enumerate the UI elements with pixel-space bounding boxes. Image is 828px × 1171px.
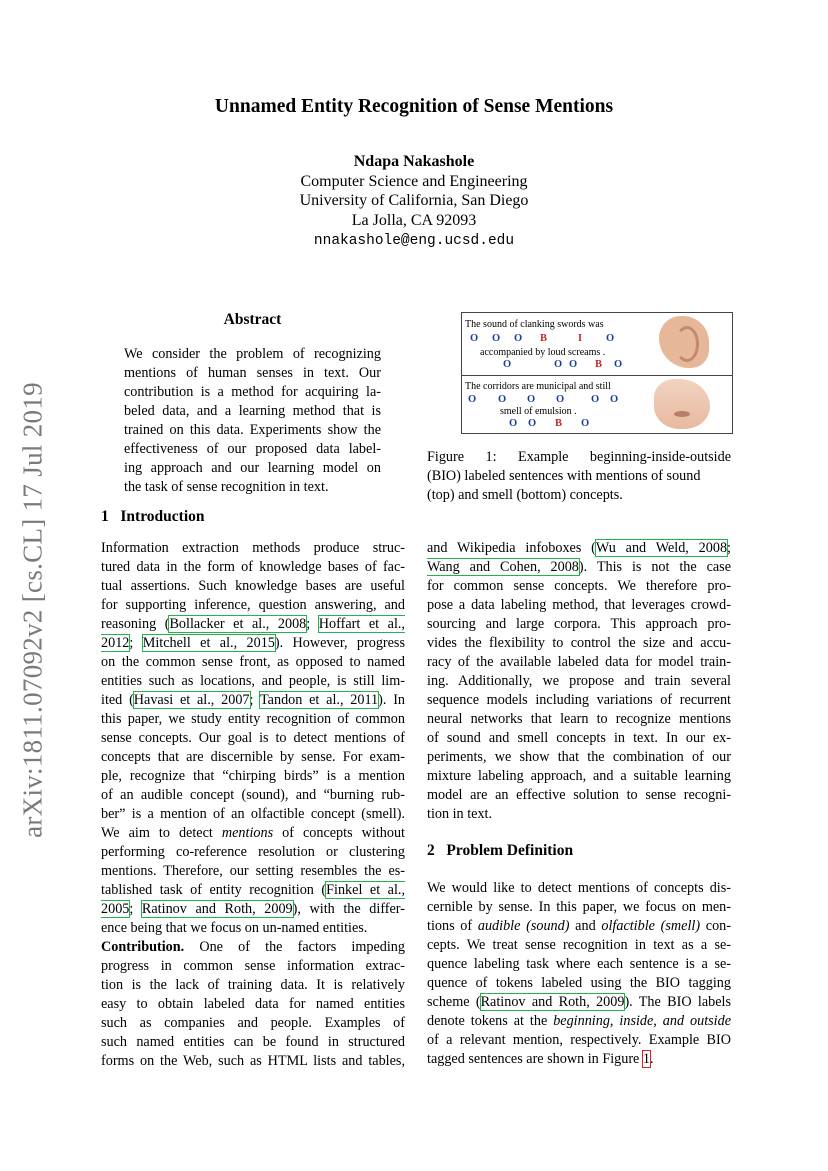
- text-line: ber” is a mention of an olfactible concept (smell).: [101, 806, 405, 822]
- citation-link[interactable]: Hoffart et al.,: [318, 616, 405, 632]
- text-line: [427, 1012, 731, 1031]
- author-name: Ndapa Nakashole: [353, 153, 475, 170]
- text-run: tablished task of entity recognition (: [101, 882, 327, 898]
- bio-label: I: [578, 333, 583, 344]
- bio-label: O: [581, 418, 590, 429]
- abstract-line: beled data, and a learning method that is: [124, 403, 381, 419]
- author-dept: Computer Science and Engineering: [300, 173, 528, 190]
- section-number: 1: [101, 508, 109, 525]
- bio-label: O: [554, 359, 563, 370]
- author-university: University of California, San Diego: [299, 192, 529, 209]
- section-2-heading: [427, 842, 573, 860]
- text-run: con-: [700, 918, 731, 934]
- text-run: ;: [249, 692, 260, 708]
- text-line: ing. Additionally, we propose and train several: [427, 673, 731, 689]
- abstract-line: effectiveness of our proposed data label-: [124, 441, 381, 457]
- text-line: racy of the available labeled data for model train-: [427, 654, 731, 670]
- bio-label: O: [614, 359, 623, 370]
- figure-reference-link[interactable]: 1: [642, 1051, 650, 1067]
- text-run: of concepts without: [273, 825, 405, 841]
- text-line: vides the flexibility to control the size and accu-: [427, 635, 731, 651]
- paragraph-lead: Contribution.: [101, 939, 185, 955]
- citation-link[interactable]: Ratinov and Roth, 2009: [480, 994, 625, 1010]
- text-line: for supporting inference, question answering, and: [101, 597, 405, 613]
- text-line: sequence models including variations of recurrent: [427, 692, 731, 708]
- bio-label: O: [610, 394, 619, 405]
- text-run-italic: beginning, inside, and outside: [553, 1013, 731, 1029]
- text-run: reasoning (: [101, 616, 170, 632]
- fig-sentence-1-line-2: accompanied by loud screams .: [480, 347, 606, 358]
- text-line: pose a data labeling method, that leverages crowd-: [427, 597, 731, 613]
- bio-label: O: [498, 394, 507, 405]
- text-line: periments, we show that the combination of our: [427, 749, 731, 765]
- abstract-body: [124, 345, 381, 497]
- bio-label: O: [503, 359, 512, 370]
- text-line: mixture labeling approach, and a suitable learning: [427, 768, 731, 784]
- citation-link[interactable]: Tandon et al., 2011: [260, 692, 379, 708]
- bio-label: O: [527, 394, 536, 405]
- text-run: and: [569, 918, 602, 934]
- intro-left-column: [101, 539, 405, 1071]
- citation-link[interactable]: Mitchell et al., 2015: [142, 635, 275, 651]
- text-line: [101, 900, 405, 919]
- text-line: cernible by sense. In this paper, we focus on men-: [427, 899, 731, 915]
- text-run-italic: olfactible (smell): [601, 918, 701, 934]
- text-line: tured data in the form of knowledge bases of fac-: [101, 559, 405, 575]
- bio-label: O: [468, 394, 477, 405]
- text-run: tions of: [427, 918, 478, 934]
- text-line: [101, 615, 405, 634]
- arxiv-stamp-text: arXiv:1811.07092v2 [cs.CL] 17 Jul 2019: [17, 382, 48, 838]
- abstract-line: contribution is a method for acquiring la-: [124, 384, 381, 400]
- text-run: scheme (: [427, 994, 481, 1010]
- text-line: quence labeling task where each sentence is a se-: [427, 956, 731, 972]
- bio-label: O: [556, 394, 565, 405]
- bio-label: O: [606, 333, 615, 344]
- text-run: ;: [306, 616, 319, 632]
- citation-link[interactable]: 2005: [101, 901, 130, 917]
- problem-definition-body: [427, 879, 731, 1069]
- text-line: [101, 634, 405, 653]
- bio-label: O: [514, 333, 523, 344]
- section-number: 2: [427, 842, 435, 859]
- text-run: .: [650, 1051, 654, 1067]
- nose-icon: [654, 379, 710, 429]
- bio-label: O: [492, 333, 501, 344]
- text-run: ). This is not the case: [578, 559, 731, 575]
- citation-link[interactable]: Ratinov and Roth, 2009: [141, 901, 293, 917]
- text-line: [427, 917, 731, 936]
- text-line: progress in common sense information extrac-: [101, 958, 405, 974]
- abstract-heading: Abstract: [223, 311, 282, 328]
- bio-label: O: [470, 333, 479, 344]
- text-line: on the common sense front, as opposed to named: [101, 654, 405, 670]
- text-line: such as companies and people. Examples of: [101, 1015, 405, 1031]
- text-line: [101, 691, 405, 710]
- text-line: of an audible concept (sound), and “burning rub-: [101, 787, 405, 803]
- text-run: ;: [129, 901, 142, 917]
- abstract-line: mentions of human senses in text. Our: [124, 365, 381, 381]
- text-line: of sound and smell concepts in text. In our ex-: [427, 730, 731, 746]
- text-line: [101, 824, 405, 843]
- text-line: [427, 993, 731, 1012]
- text-line: ple, recognize that “chirping birds” is a mention: [101, 768, 405, 784]
- abstract-line: ing approach and our learning model on: [124, 460, 381, 476]
- text-line: performing co-reference resolution or clustering: [101, 844, 405, 860]
- text-run: We aim to detect: [101, 825, 222, 841]
- text-run: tagged sentences are shown in Figure: [427, 1051, 643, 1067]
- bio-label: B: [555, 418, 563, 429]
- text-line: easy to obtain labeled data for named entities: [101, 996, 405, 1012]
- text-line: entities such as locations, and people, is still lim-: [101, 673, 405, 689]
- bio-label: B: [540, 333, 548, 344]
- abstract-line: the task of sense recognition in text.: [124, 479, 329, 495]
- text-line: quence of tokens labeled using the BIO tagging: [427, 975, 731, 991]
- text-run-italic: mentions: [221, 825, 274, 841]
- text-line: of a relevant mention, respectively. Example BIO: [427, 1032, 731, 1048]
- text-line: [427, 558, 731, 577]
- citation-link[interactable]: Havasi et al., 2007: [133, 692, 250, 708]
- text-line: ence being that we focus on un-named entities.: [101, 920, 368, 936]
- citation-link[interactable]: 2012: [101, 635, 130, 651]
- paper-title: Unnamed Entity Recognition of Sense Mentions: [214, 96, 614, 117]
- text-run: ). The BIO labels: [624, 994, 731, 1010]
- caption-line: Figure 1: Example beginning-inside-outside: [427, 449, 731, 465]
- text-line: [427, 1050, 731, 1069]
- abstract-line: trained on this data. Experiments show the: [124, 422, 381, 438]
- author-email[interactable]: nnakashole@eng.ucsd.edu: [313, 233, 515, 249]
- text-run: ;: [727, 540, 731, 556]
- text-run: ). In: [378, 692, 405, 708]
- text-run: ), with the differ-: [292, 901, 405, 917]
- text-line: [101, 938, 405, 957]
- arxiv-stamp: [6, 370, 60, 850]
- citation-link[interactable]: Wang and Cohen, 2008: [427, 559, 579, 575]
- bio-label: O: [569, 359, 578, 370]
- citation-link[interactable]: Finkel et al.,: [326, 882, 405, 898]
- figure-caption: [427, 448, 731, 505]
- text-line: tion in text.: [427, 806, 493, 822]
- abstract-line: We consider the problem of recognizing: [124, 346, 381, 362]
- citation-link[interactable]: Bollacker et al., 2008: [169, 616, 307, 632]
- text-line: tion is the lack of training data. It is relatively: [101, 977, 405, 993]
- fig-sentence-2-line-2: smell of emulsion .: [500, 406, 577, 417]
- bio-label: O: [528, 418, 537, 429]
- section-title: Problem Definition: [446, 842, 574, 859]
- text-run: and Wikipedia infoboxes (: [427, 540, 596, 556]
- text-line: forms on the Web, such as HTML lists and tables,: [101, 1053, 405, 1069]
- text-line: [427, 539, 731, 558]
- bio-label: O: [591, 394, 600, 405]
- text-line: tual assertions. Such knowledge bases are useful: [101, 578, 405, 594]
- author-city: La Jolla, CA 92093: [351, 212, 477, 229]
- fig-sentence-1-line-1: The sound of clanking swords was: [465, 319, 604, 330]
- text-line: this paper, we study entity recognition of common: [101, 711, 405, 727]
- text-run: denote tokens at the: [427, 1013, 554, 1029]
- bio-label: O: [509, 418, 518, 429]
- text-run-italic: audible (sound): [477, 918, 570, 934]
- ear-icon: [659, 316, 709, 368]
- text-line: neural networks that learn to recognize mentions: [427, 711, 731, 727]
- text-run: One of the factors impeding: [184, 939, 405, 955]
- text-run: ited (: [101, 692, 134, 708]
- text-run: ). However, progress: [274, 635, 405, 651]
- text-line: for common sense concepts. We therefore pro-: [427, 578, 731, 594]
- text-line: sense concepts. Our goal is to detect mentions of: [101, 730, 405, 746]
- intro-right-column: [427, 539, 731, 824]
- text-line: such named entities can be found in structured: [101, 1034, 405, 1050]
- figure-1: [461, 312, 733, 434]
- text-line: cepts. We treat sense recognition in text as a se-: [427, 937, 731, 953]
- text-line: concepts that are discernible by sense. For exam-: [101, 749, 405, 765]
- citation-link[interactable]: Wu and Weld, 2008: [595, 540, 728, 556]
- bio-label: B: [595, 359, 603, 370]
- text-line: We would like to detect mentions of concepts dis-: [427, 880, 731, 896]
- text-line: sourcing and large corpora. This approach pro-: [427, 616, 731, 632]
- text-line: model are an effective solution to sense recogni-: [427, 787, 731, 803]
- text-line: [101, 881, 405, 900]
- text-line: Information extraction methods produce struc-: [101, 540, 405, 556]
- section-1-heading: [101, 508, 205, 526]
- caption-line: (BIO) labeled sentences with mentions of sound: [427, 468, 701, 484]
- section-title: Introduction: [120, 508, 205, 525]
- text-line: mentions. Therefore, our setting resembles the es-: [101, 863, 405, 879]
- fig-sentence-2-line-1: The corridors are municipal and still: [465, 381, 611, 392]
- caption-line: (top) and smell (bottom) concepts.: [427, 487, 623, 503]
- text-run: ;: [129, 635, 143, 651]
- figure-divider: [462, 375, 732, 376]
